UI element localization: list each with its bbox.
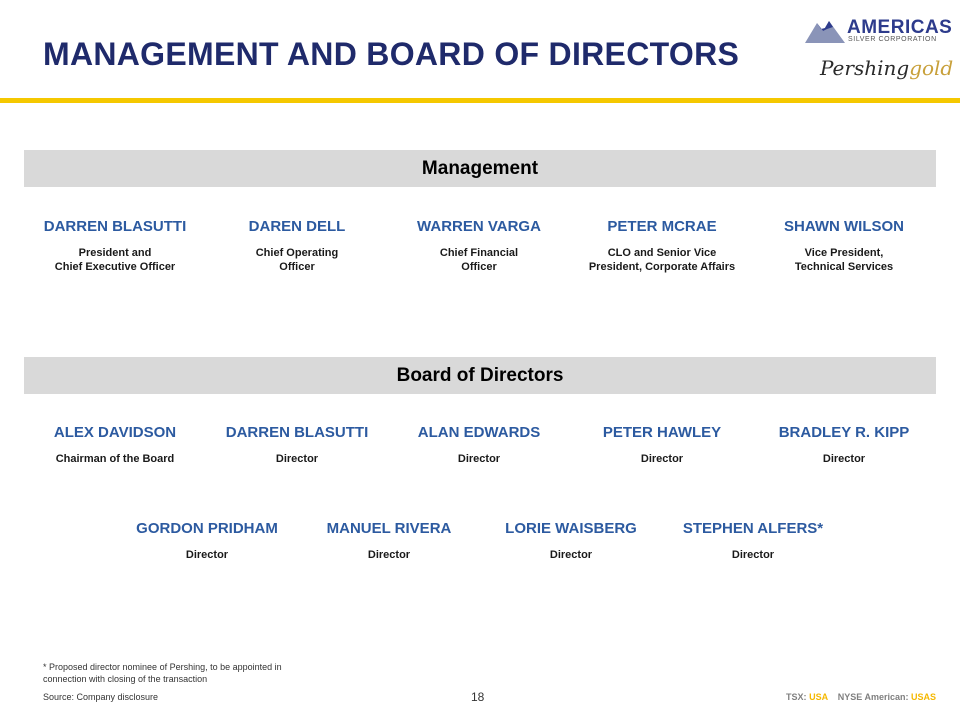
management-heading: Management	[24, 150, 936, 187]
person-role: Chairman of the Board	[55, 453, 175, 465]
person-name: DARREN BLASUTTI	[225, 424, 369, 441]
person-role: Chief Financial Officer	[439, 247, 519, 273]
person-name: BRADLEY R. KIPP	[778, 424, 910, 441]
board-member	[205, 424, 389, 466]
person-name: MANUEL RIVERA	[326, 520, 452, 537]
person-name: WARREN VARGA	[417, 218, 541, 235]
board-member	[387, 424, 571, 466]
board-member	[479, 520, 663, 562]
person-name: SHAWN WILSON	[784, 218, 904, 235]
person-name: LORIE WAISBERG	[505, 520, 637, 537]
person-role: Director	[731, 549, 775, 561]
person-name: PETER MCRAE	[607, 218, 717, 235]
board-heading: Board of Directors	[24, 357, 936, 394]
source-note: Source: Company disclosure	[43, 692, 159, 702]
logo-brand-text: AMERICAS	[847, 17, 953, 38]
footnote: * Proposed director nominee of Pershing, to be appointed in connection with closing of the transaction	[43, 662, 282, 684]
person-role: President and Chief Executive Officer	[54, 247, 176, 273]
person-role: Director	[185, 549, 229, 561]
management-person	[23, 218, 207, 274]
ticker-label: TSX:	[786, 692, 807, 702]
management-person	[387, 218, 571, 274]
person-name: DAREN DELL	[248, 218, 346, 235]
person-name: PETER HAWLEY	[602, 424, 722, 441]
board-member	[297, 520, 481, 562]
ticker-symbol: USA	[809, 692, 828, 702]
management-person	[205, 218, 389, 274]
management-person	[752, 218, 936, 274]
ticker-label: NYSE American:	[837, 692, 909, 702]
person-role: Director	[549, 549, 593, 561]
gold-logo-text: gold	[909, 56, 954, 80]
board-member	[115, 520, 299, 562]
person-role: Vice President, Technical Services	[794, 247, 894, 273]
person-name: ALEX DAVIDSON	[53, 424, 177, 441]
mountain-icon	[805, 19, 845, 43]
ticker-symbol: USAS	[910, 692, 936, 702]
pershing-logo-text: Pershing	[820, 56, 910, 80]
board-member	[752, 424, 936, 466]
board-member	[23, 424, 207, 466]
person-role: Director	[822, 453, 866, 465]
pershing-gold-logo	[820, 56, 953, 80]
header-divider	[0, 98, 960, 103]
ticker-symbols	[786, 692, 936, 702]
board-member	[570, 424, 754, 466]
person-role: Director	[367, 549, 411, 561]
person-role: Director	[275, 453, 319, 465]
person-name: STEPHEN ALFERS*	[682, 520, 824, 537]
page-number: 18	[471, 690, 485, 704]
person-name: GORDON PRIDHAM	[136, 520, 278, 537]
person-name: ALAN EDWARDS	[417, 424, 541, 441]
board-member	[661, 520, 845, 562]
person-role: CLO and Senior Vice President, Corporate Affairs	[588, 247, 736, 273]
management-person	[570, 218, 754, 274]
logo-sub-text: SILVER CORPORATION	[848, 36, 937, 43]
page-title: MANAGEMENT AND BOARD OF DIRECTORS	[43, 36, 740, 72]
person-role: Director	[457, 453, 501, 465]
person-name: DARREN BLASUTTI	[43, 218, 187, 235]
person-role: Chief Operating Officer	[255, 247, 339, 273]
person-role: Director	[640, 453, 684, 465]
americas-silver-logo	[805, 17, 953, 47]
